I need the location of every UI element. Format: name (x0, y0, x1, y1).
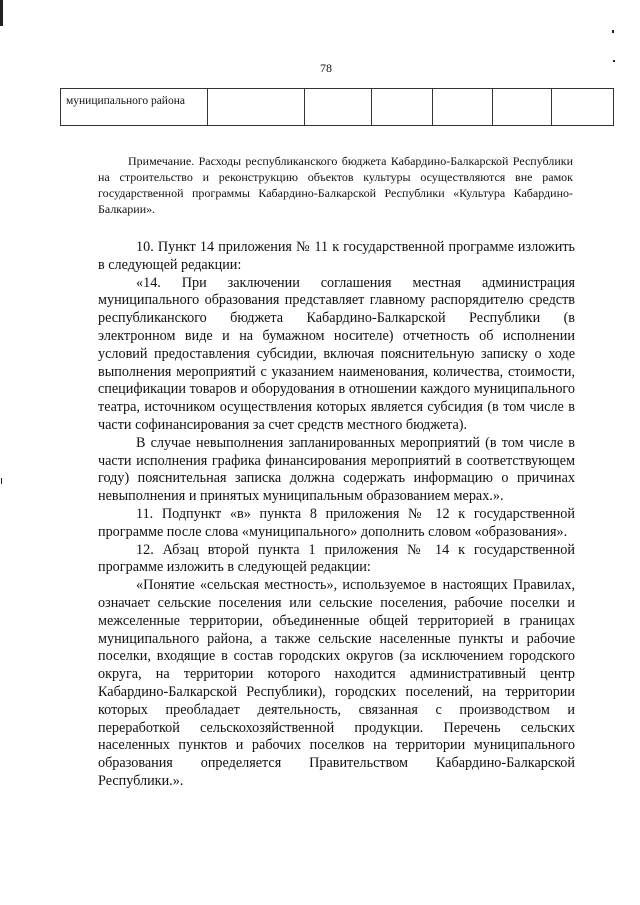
note-text: Примечание. Расходы республиканского бюджета Кабардино-Балкарской Республики на строительство и реконструкцию объектов культуры осуществляются вне рамок государственной программы Кабардино-Балкарской Республики «Культура Кабардино-Балкарии». (98, 154, 573, 216)
table-column-divider (551, 89, 552, 125)
table-column-divider (304, 89, 305, 125)
note-block (98, 153, 573, 217)
table-column-divider (432, 89, 433, 125)
paragraph-rural-definition: «Понятие «сельская местность», используемое в настоящих Правилах, означает сельские поселения или сельские поселения, рабочие поселки и межселенные территории, объединенные общей территорией в границах муниципального района, а также сельские населенные пункты и рабочие поселки, входящие в состав городских округов (за исключением городского округа, на территории которого находится административный центр Кабардино-Балкарской Республики), городских поселений, на территории которых преобладает деятельность, связанная с производством и переработкой сельскохозяйственной продукции. Перечень сельских населенных пунктов и рабочих поселков на территории муниципального образования определяется Правительством Кабардино-Балкарской Республики.». (98, 577, 575, 789)
paragraph-clause-14: «14. При заключении соглашения местная администрация муниципального образования представляет главному распорядителю средств республиканского бюджета Кабардино-Балкарской Республики (в электронном виде и на бумажном носителе) отчетность об исполнении условий предоставления субсидии, включая пояснительную записку о ходе выполнения мероприятий с указанием наименования, количества, стоимости, спецификации товаров и оборудования в отношении каждого муниципального театра, источником осуществления которых является субсидия (в том числе в части софинансирования за счет средств местного бюджета). (98, 274, 575, 433)
table-cell-municipal-district: муниципального района (66, 95, 185, 107)
scan-mark-right-2 (613, 60, 615, 62)
table-column-divider (492, 89, 493, 125)
page-number: 78 (320, 61, 332, 75)
paragraph-item-12: 12. Абзац второй пункта 1 приложения № 14 к государственной программе изложить в следующей редакции: (98, 541, 575, 576)
table-column-divider (207, 89, 208, 125)
body-text (98, 239, 575, 791)
paragraph-item-10: 10. Пункт 14 приложения № 11 к государственной программе изложить в следующей редакции: (98, 239, 575, 273)
paragraph-item-11: 11. Подпункт «в» пункта 8 приложения № 12 к государственной программе после слова «муниципального» дополнить словом «образования». (98, 505, 575, 540)
table-fragment (60, 88, 614, 126)
scan-mark-left-top (0, 0, 3, 26)
scan-mark-left-mid (1, 478, 2, 484)
table-column-divider (371, 89, 372, 125)
scan-mark-right-1 (612, 30, 614, 33)
paragraph-non-fulfillment: В случае невыполнения запланированных мероприятий (в том числе в части исполнения графика финансирования мероприятий в соответствующем году) пояснительная записка должна содержать информацию о причинах невыполнения и принятых муниципальным образованием мерах.». (98, 434, 575, 505)
